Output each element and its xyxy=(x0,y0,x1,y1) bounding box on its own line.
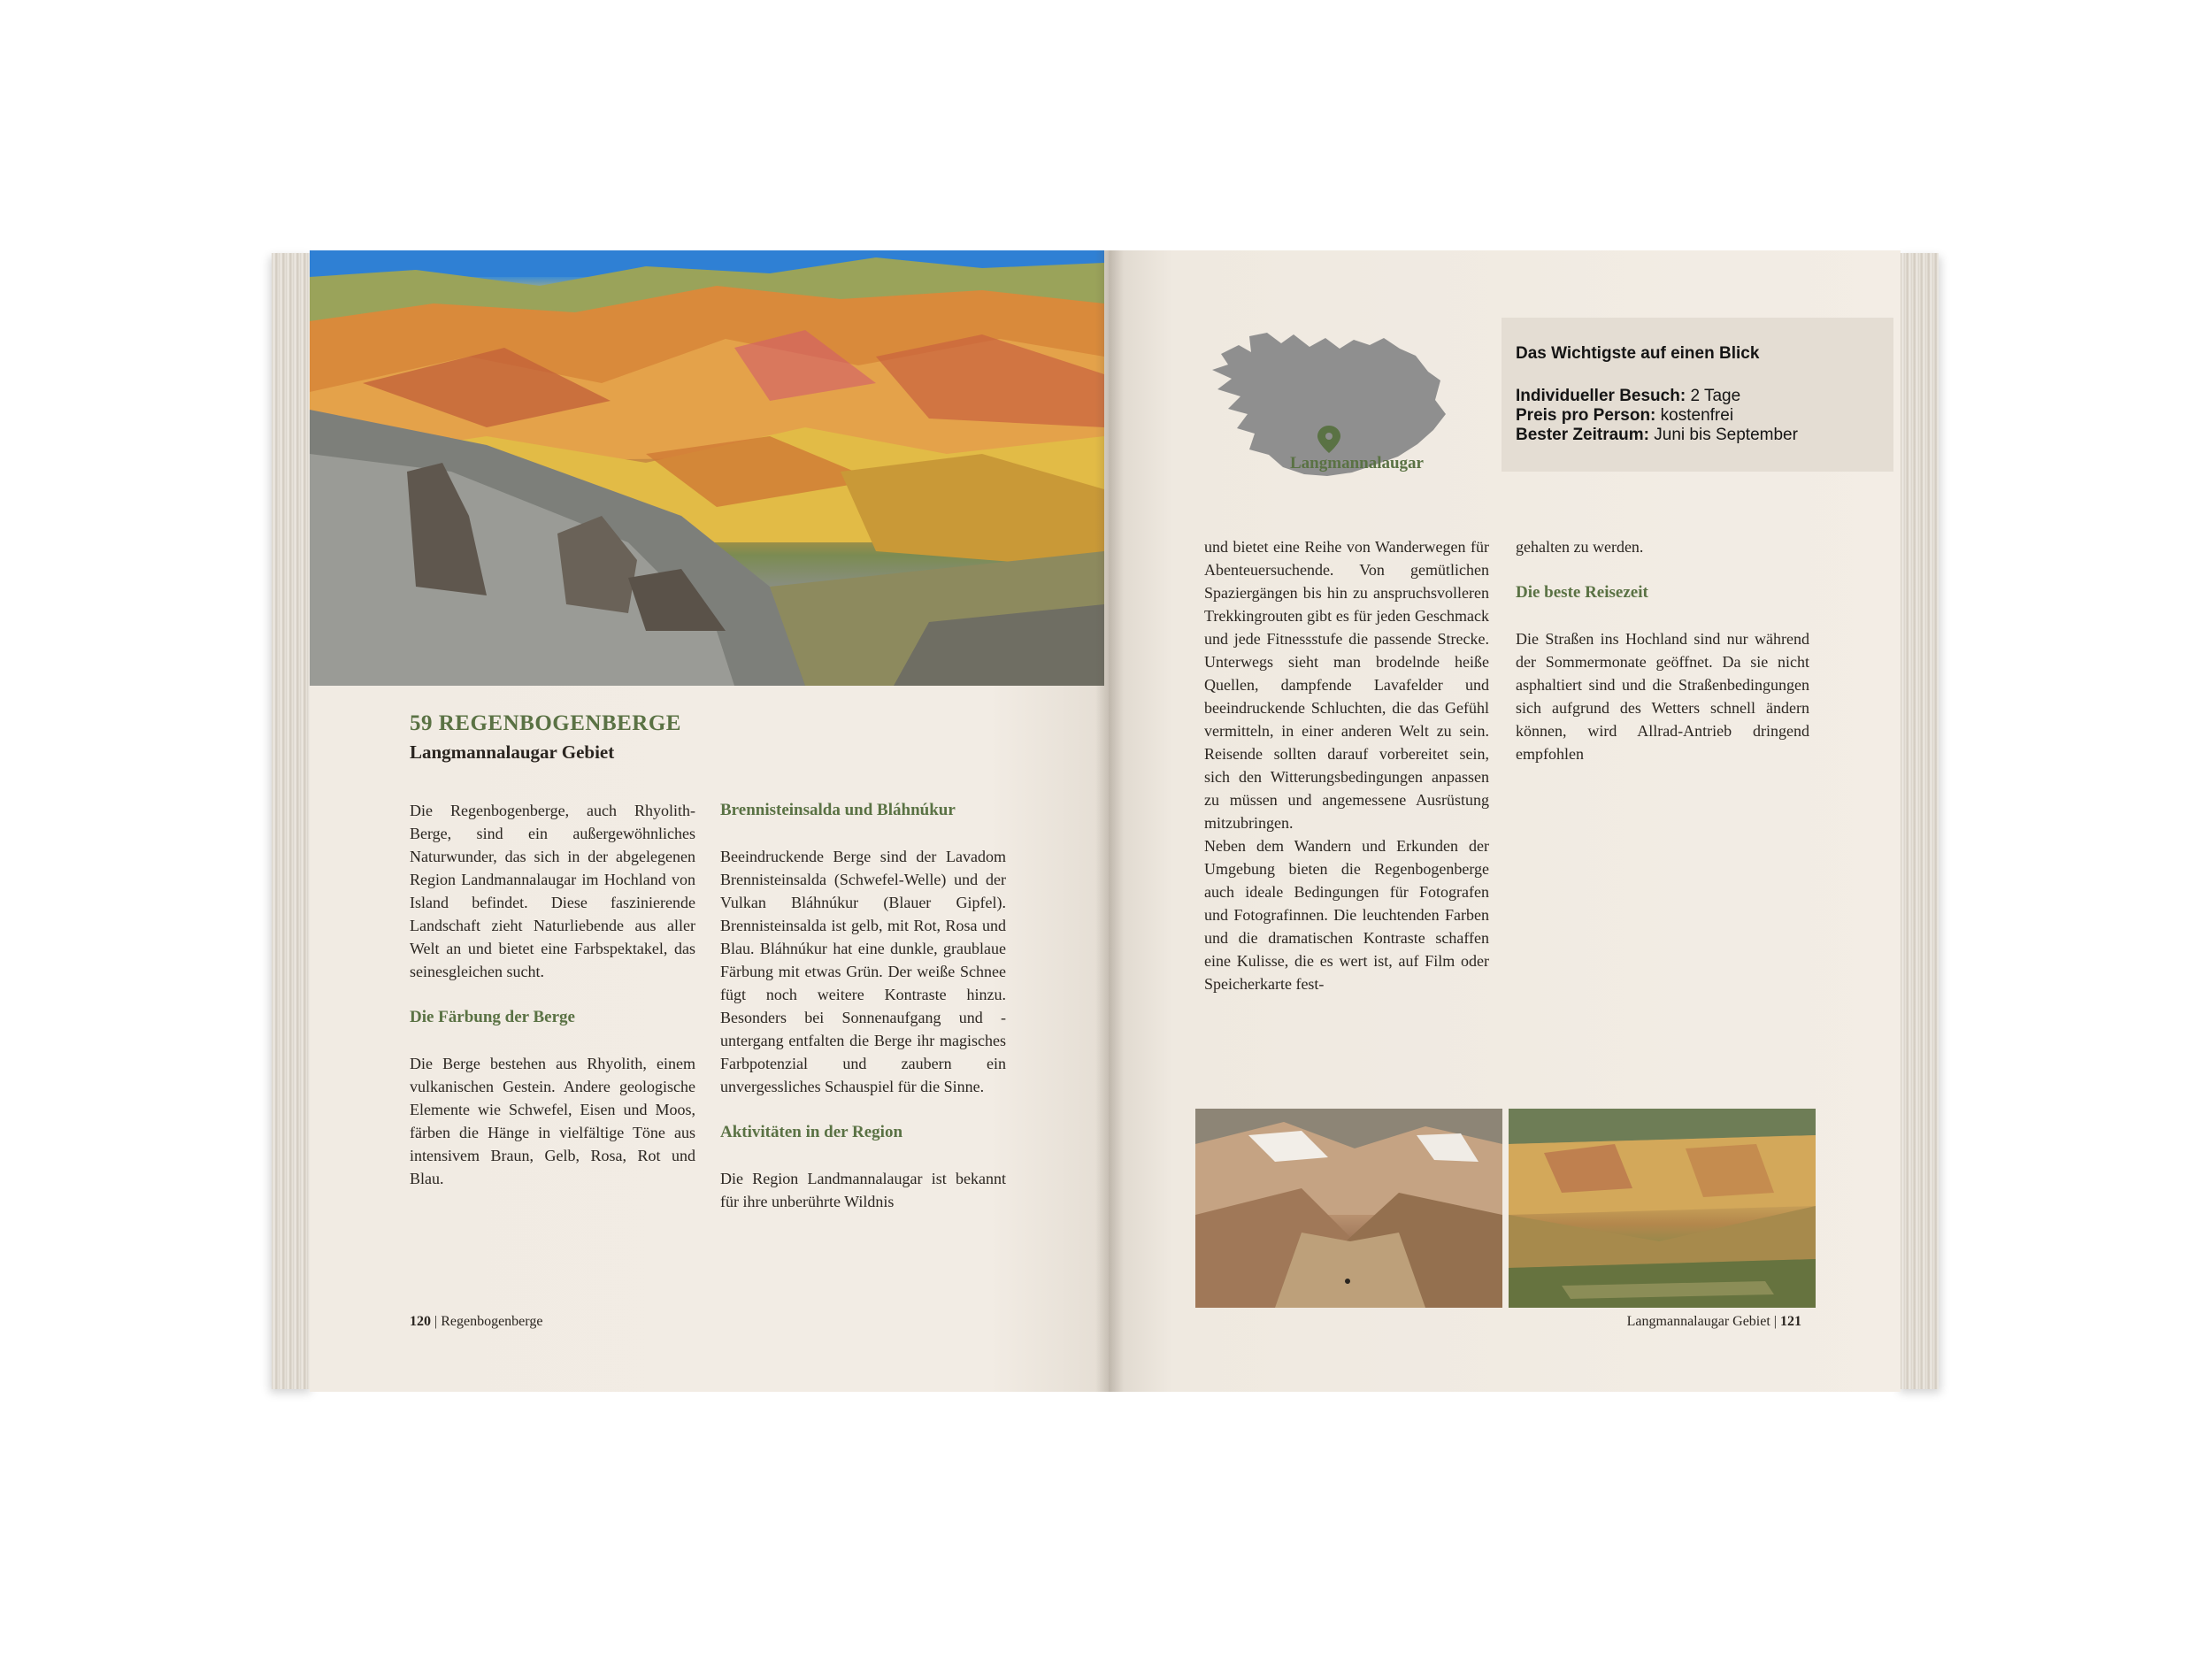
photo-separator xyxy=(1502,1109,1509,1308)
heading-reisezeit: Die beste Reisezeit xyxy=(1516,583,1648,602)
page-number-right: 121 xyxy=(1780,1314,1801,1329)
left-column-2 xyxy=(720,799,1006,1213)
info-label: Individueller Besuch: xyxy=(1516,387,1686,405)
info-row-preis xyxy=(1516,406,1733,426)
info-box xyxy=(1502,318,1893,472)
heading-aktivitaeten: Aktivitäten in der Region xyxy=(720,1123,903,1141)
section-title: 59 REGENBOGENBERGE xyxy=(410,711,681,735)
continuation-paragraph: gehalten zu werden. xyxy=(1516,538,1644,556)
info-value: 2 Tage xyxy=(1690,387,1741,405)
section-subtitle: Langmannalaugar Gebiet xyxy=(410,741,615,763)
info-label: Preis pro Person: xyxy=(1516,406,1656,425)
heading-brennisteinsalda: Brennisteinsalda und Bláhnúkur xyxy=(720,801,956,819)
running-title-right: Langmannalaugar Gebiet xyxy=(1626,1314,1770,1329)
photo-valley-hiker xyxy=(1195,1109,1502,1308)
page-number-left: 120 xyxy=(410,1314,431,1329)
page-edges-right xyxy=(1898,253,1939,1389)
photo-colorful-slopes xyxy=(1509,1109,1816,1308)
brennisteinsalda-paragraph: Beeindruckende Berge sind der Lavadom Brennisteinsalda (Schwefel-Welle) und der Vulkan Bláhnúkur (Blauer Gipfel). Brennisteinsalda ist gelb, mit Rot, Rosa und Blau. Bláhnúkur hat eine dunkle, graublaue Färbung mit etwas Grün. Der weiße Schnee fügt noch weitere Kontraste hinzu. Besonders bei Sonnenaufgang und -untergang entfalten die Berge ihr magisches Farbpotenzial und zaubern ein unvergessliches Schauspiel für die Sinne. xyxy=(720,848,1006,1095)
wanderwege-paragraph: und bietet eine Reihe von Wanderwegen für Abenteuersuchende. Von gemütlichen Spaziergängen bis hin zu anspruchsvolleren Trekkingrouten gibt es für jeden Geschmack und jede Fitnessstufe die passende Strecke. Unterwegs sieht man brodelnde heiße Quellen, dampfende Lavafelder und beeindruckende Schluchten, die das Gefühl vermitteln, in einer anderen Welt zu sein. Reisende sollten darauf vorbereitet sein, sich den Witterungsbedingungen anpassen zu müssen und angemessene Ausrüstung mitzubringen. xyxy=(1204,538,1489,832)
folio-right xyxy=(1600,1314,1801,1330)
folio-separator: | xyxy=(434,1314,438,1329)
reisezeit-paragraph: Die Straßen ins Hochland sind nur während der Sommermonate geöffnet. Da sie nicht asphaltiert sind und die Straßenbedingungen sich aufgrund des Wetters schnell ändern können, wird Allrad-Antrieb dringend empfohlen xyxy=(1516,630,1809,763)
aktivitaeten-paragraph: Die Region Landmannalaugar ist bekannt für ihre unberührte Wildnis xyxy=(720,1170,1006,1210)
book-gutter xyxy=(1095,250,1124,1392)
fotografie-paragraph: Neben dem Wandern und Erkunden der Umgebung bieten die Regenbogenberge auch ideale Bedingungen für Fotografen und Fotografinnen. Die leuchtenden Farben und die dramatischen Kontraste schaffen eine Kulisse, die es wert ist, auf Film oder Speicherkarte fest- xyxy=(1204,837,1489,993)
right-column-1 xyxy=(1204,535,1489,995)
faerbung-paragraph: Die Berge bestehen aus Rhyolith, einem vulkanischen Gestein. Andere geologische Elemente wie Schwefel, Eisen und Moos, färben die Hänge in vielfältige Töne aus intensivem Braun, Gelb, Rosa, Rot und Blau. xyxy=(410,1055,695,1187)
info-value: Juni bis September xyxy=(1654,426,1798,444)
left-column-1 xyxy=(410,799,695,1213)
folio-left xyxy=(410,1314,542,1330)
running-title-left: Regenbogenberge xyxy=(441,1314,543,1329)
info-row-zeitraum xyxy=(1516,426,1798,445)
photo-valley-art xyxy=(1195,1109,1502,1308)
map-location-label: Langmannalaugar xyxy=(1290,454,1424,472)
hero-photo-rainbow-mountains xyxy=(310,250,1104,686)
photo-slopes-art xyxy=(1509,1109,1816,1308)
intro-paragraph: Die Regenbogenberge, auch Rhyolith-Berge, sind ein außergewöhnliches Naturwunder, das sich in der abgelegenen Region Landmannalaugar im Hochland von Island befindet. Diese faszinierende Landschaft zieht Naturliebende aus aller Welt an und bietet eine Farbspektakel, das seinesgleichen sucht. xyxy=(410,802,695,980)
info-box-title: Das Wichtigste auf einen Blick xyxy=(1516,344,1760,363)
hero-photo-art xyxy=(310,250,1104,686)
folio-separator: | xyxy=(1773,1314,1777,1329)
page-edges-left xyxy=(272,253,312,1389)
right-column-2 xyxy=(1516,535,1809,765)
info-row-besuch xyxy=(1516,387,1740,406)
heading-faerbung: Die Färbung der Berge xyxy=(410,1008,575,1026)
info-label: Bester Zeitraum: xyxy=(1516,426,1649,444)
info-value: kostenfrei xyxy=(1660,406,1734,425)
